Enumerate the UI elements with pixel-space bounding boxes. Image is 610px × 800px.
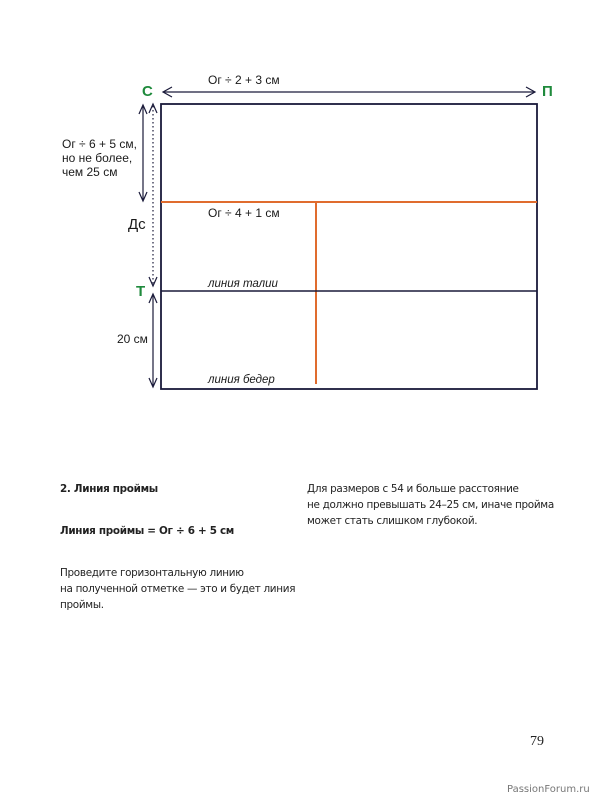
hips-label: линия бедер	[208, 374, 275, 386]
ds-label: Дс	[128, 216, 146, 233]
section-title: 2. Линия проймы	[60, 483, 158, 495]
page-number: 79	[530, 734, 544, 749]
ds-arrowhead-top	[149, 104, 157, 113]
note-paragraph	[307, 481, 577, 529]
top-width-label: Ог ÷ 2 + 3 см	[208, 73, 280, 87]
instruction-paragraph	[60, 565, 300, 613]
watermark: PassionForum.ru	[507, 784, 590, 795]
armhole-label-line3: чем 25 см	[62, 165, 118, 179]
armhole-label-line1: Ог ÷ 6 + 5 см,	[62, 137, 137, 151]
point-c-label: С	[142, 83, 153, 100]
point-t-label: Т	[136, 283, 146, 300]
hip-depth-label: 20 см	[117, 332, 148, 346]
note-line: не должно превышать 24–25 см, иначе пройма	[307, 499, 554, 511]
instruction-line: Проведите горизонтальную линию	[60, 567, 244, 579]
waist-label: линия талии	[208, 278, 278, 290]
inner-width-label: Ог ÷ 4 + 1 см	[208, 206, 280, 220]
pattern-frame	[161, 104, 537, 389]
armhole-label-line2: но не более,	[62, 151, 133, 165]
note-line: Для размеров с 54 и больше расстояние	[307, 483, 519, 495]
note-line: может стать слишком глубокой.	[307, 515, 478, 527]
point-p-label: П	[542, 83, 553, 100]
instruction-line: проймы.	[60, 599, 104, 611]
instruction-line: на полученной отметке — это и будет линия	[60, 583, 296, 595]
formula: Линия проймы = Ог ÷ 6 + 5 см	[60, 525, 234, 537]
